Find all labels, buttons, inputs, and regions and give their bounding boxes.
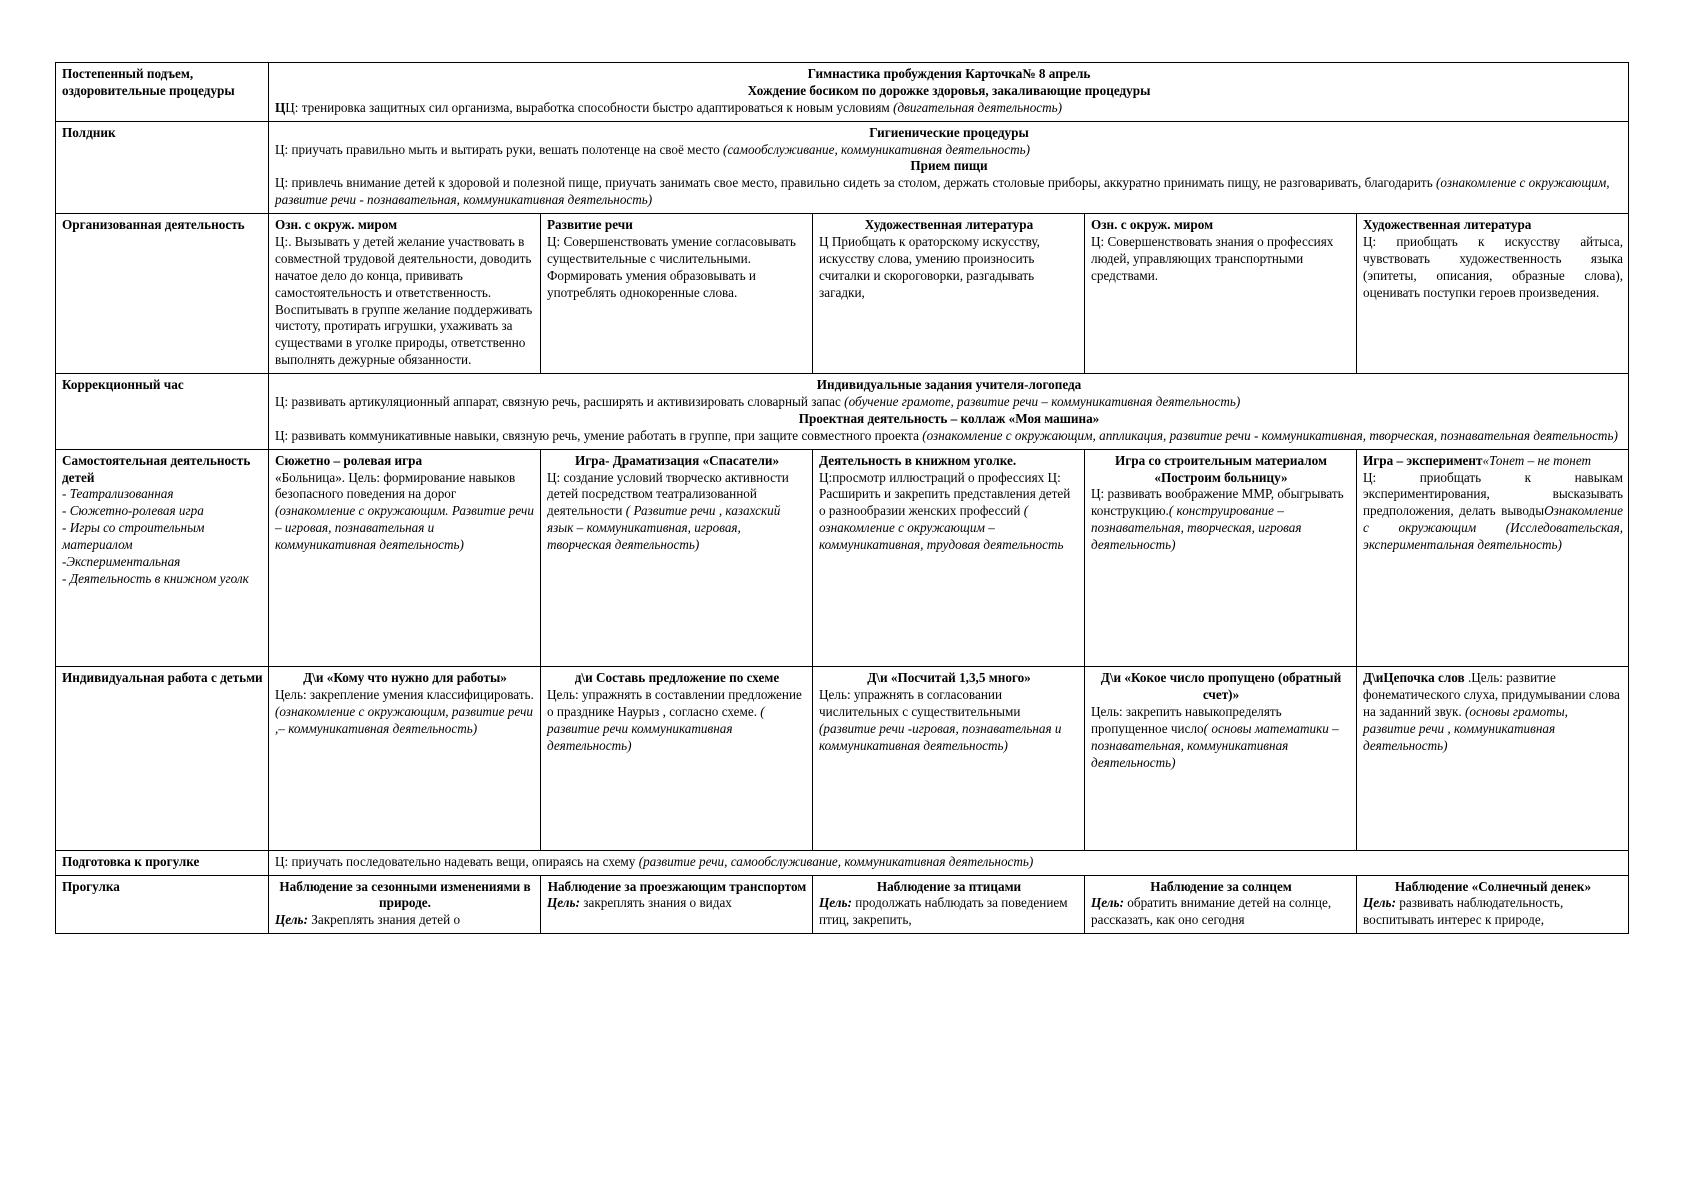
cell-body: Ц:. Вызывать у детей желание участвовать в совместной трудовой деятельности, доводить начатое дело до конца, прививать самостоятельность и ответственность. Воспитывать в группе желание поддерживать чистоту, протирать игрушки, ухаживать за существами в уголке природы, ответственно выполнять дежурные обязанности.: [275, 234, 533, 368]
walk-cell-3: [813, 875, 1085, 934]
walk-cell-4: [1085, 875, 1357, 934]
row-label-independent-activity: Самостоятельная деятельность детей - Театрализованная - Сюжетно-ролевая игра - Игры со строительным материалом -Экспериментальная - Деятельность в книжном уголк: [56, 449, 269, 666]
cell-body: Ц: Совершенствовать знания о профессиях людей, управляющих транспортными средствами.: [1091, 234, 1334, 283]
cell-body: Ц: развивать воображение ММР, обыгрывать конструкцию.( конструирование –познавательная, творческая, игровая деятельность): [1091, 486, 1344, 553]
cell-body: Цель: упражнять в согласовании числительных с существительными (развитие речи -игровая, познавательная и коммуникативная деятельность): [819, 686, 1062, 753]
cell-body: Цель: закрепление умения классифицировать. (ознакомление с окружающим, развитие речи ,– коммуникативная деятельность): [275, 686, 534, 736]
cell-body: Цель: развивать наблюдательность, воспитывать интерес к природе,: [1363, 895, 1564, 928]
independent-cell-3: [813, 449, 1085, 666]
cell-body: Цель: закреплять знания о видах: [547, 895, 732, 911]
daily-plan-table: [55, 62, 1629, 934]
logoped-goal: Ц: развивать артикуляционный аппарат, связную речь, расширять и активизировать словарный запас (обучение грамоте, развитие речи – коммуникативная деятельность): [275, 394, 1241, 410]
row-label-wakeup: Постепенный подъем, оздоровительные процедуры: [56, 63, 269, 122]
independent-cell-4: [1085, 449, 1357, 666]
table-row: [56, 875, 1629, 934]
independent-cell-5: [1357, 449, 1629, 666]
cell-body: Ц: приобщать к искусству айтыса, чувствовать художественность языка (эпитеты, описания, образные слова), оценивать поступки героев произведения.: [1363, 234, 1624, 300]
wakeup-heading-2: Хождение босиком по дорожке здоровья, закаливающие процедуры: [747, 82, 1151, 98]
project-heading: Проектная деятельность – коллаж «Моя машина»: [798, 410, 1100, 426]
cell-body: Цель: продолжать наблюдать за поведением птиц, закрепить,: [819, 895, 1068, 928]
cell-heading: д\и Составь предложение по схеме: [574, 670, 780, 686]
cell-heading: Деятельность в книжном уголке.: [819, 452, 1017, 468]
project-goal: Ц: развивать коммуникативные навыки, связную речь, умение работать в группе, при защите совместного проекта (ознакомление с окружающим, аппликация, развитие речи - коммуникативная, творческая, познавательная деятельность): [275, 427, 1618, 443]
cell-body: Цель: Закреплять знания детей о: [275, 912, 461, 928]
cell-heading: Наблюдение за солнцем: [1150, 878, 1292, 894]
cell-body: «Больница». Цель: формирование навыков безопасного поведения на дорог (ознакомление с окружающим. Развитие речи – игровая, познавательная и коммуникативная деятельность): [275, 469, 534, 553]
independent-cell-2: [541, 449, 813, 666]
cell-heading: Художественная литература: [864, 217, 1034, 233]
cell-heading: Игра – эксперимент«Тонет – не тонет: [1363, 452, 1592, 468]
meal-goal: Ц: привлечь внимание детей к здоровой и полезной пище, приучать занимать свое место, правильно сидеть за столом, держать столовые приборы, аккуратно принимать пищу, не разговаривать, благодарить (ознакомление с окружающим, развитие речи - познавательная, коммуникативная деятельность): [275, 175, 1610, 208]
cell-body: Ц: Совершенствовать умение согласовывать существительные с числительными. Формировать умения образовывать и употреблять однокоренные слова.: [547, 234, 796, 300]
cell-heading: Д\и «Кокое число пропущено (обратный счет)»: [1100, 670, 1342, 702]
cell-heading: Наблюдение «Солнечный денек»: [1394, 878, 1592, 894]
walk-cell-1: [269, 875, 541, 934]
organized-cell-3: [813, 214, 1085, 374]
table-row: [56, 449, 1629, 666]
cell-spacer: [275, 554, 535, 662]
cell-heading: Художественная литература: [1363, 217, 1532, 233]
cell-heading: Игра со строительным материалом «Построим больницу»: [1115, 452, 1327, 485]
individual-cell-4: [1085, 667, 1357, 851]
logoped-heading: Индивидуальные задания учителя-логопеда: [816, 377, 1082, 393]
walk-prep-goal: Ц: приучать последовательно надевать вещи, опираясь на схему (развитие речи, самообслуживание, коммуникативная деятельность): [275, 853, 1034, 869]
cell-body: Ц Приобщать к ораторскому искусству, искусству слова, умению произносить считалки и скороговорки, разгадывать загадки,: [819, 234, 1040, 300]
cell-spacer: [275, 738, 535, 846]
organized-cell-4: [1085, 214, 1357, 374]
organized-cell-1: [269, 214, 541, 374]
table-row: [56, 121, 1629, 213]
table-row: [56, 214, 1629, 374]
individual-cell-5: [1357, 667, 1629, 851]
row-content-correction-hour: [269, 374, 1629, 450]
organized-cell-5: [1357, 214, 1629, 374]
wakeup-goal: ЦЦ: тренировка защитных сил организма, выработка способности быстро адаптироваться к новым условиям (двигательная деятельность): [275, 99, 1063, 115]
cell-heading: Д\и «Посчитай 1,3,5 много»: [867, 670, 1031, 686]
cell-body: Цель: упражнять в составлении предложение о празднике Наурыз , согласно схеме. ( развитие речи коммуникативная деятельность): [547, 686, 802, 753]
cell-heading: Озн. с окруж. миром: [275, 217, 398, 233]
hygiene-goal: Ц: приучать правильно мыть и вытирать руки, вешать полотенце на своё место (самообслуживание, коммуникативная деятельность): [275, 141, 1030, 157]
label-sub-2: - Сюжетно-ролевая игра: [62, 503, 204, 519]
table-row: [56, 667, 1629, 851]
row-label-correction-hour: Коррекционный час: [56, 374, 269, 450]
cell-body: Ц: создание условий творческо активности детей посредством театрализованной деятельности ( Развитие речи , казахский язык – коммуникативная, игровая, творческая деятельность): [547, 469, 789, 553]
individual-cell-1: [269, 667, 541, 851]
row-label-walk-preparation: Подготовка к прогулке: [56, 850, 269, 875]
row-content-snack: [269, 121, 1629, 213]
table-row: [56, 63, 1629, 122]
individual-cell-3: [813, 667, 1085, 851]
cell-heading: Развитие речи: [547, 217, 633, 233]
cell-heading: Сюжетно – ролевая игра: [275, 452, 423, 468]
wakeup-heading-1: Гимнастика пробуждения Карточка№ 8 апрель: [807, 66, 1091, 81]
label-sub-4: -Экспериментальная: [62, 554, 181, 570]
cell-heading: Д\иЦепочка слов .Цель: развитие фонематического слуха, придумывании слова на заданний звук. (основы грамоты, развитие речи , коммуникативная деятельность): [1363, 670, 1620, 753]
label-sub-1: - Театрализованная: [62, 486, 174, 502]
row-content-walk-preparation: [269, 850, 1629, 875]
table-row: [56, 850, 1629, 875]
independent-cell-1: [269, 449, 541, 666]
goal-marker: Ц: [275, 99, 286, 115]
cell-heading: Наблюдение за сезонными изменениями в природе.: [279, 878, 531, 911]
organized-cell-2: [541, 214, 813, 374]
walk-cell-5: [1357, 875, 1629, 934]
cell-heading: Озн. с окруж. миром: [1091, 217, 1214, 233]
label-sub-3: - Игры со строительным материалом: [62, 520, 205, 553]
cell-body: Цель: закрепить навыкопределять пропущенное число( основы математики – познавательная, коммуникативная деятельность): [1091, 703, 1339, 770]
cell-heading: Наблюдение за птицами: [876, 878, 1022, 894]
row-label-snack: Полдник: [56, 121, 269, 213]
table-row: [56, 374, 1629, 450]
individual-cell-2: [541, 667, 813, 851]
cell-heading: Наблюдение за проезжающим транспортом: [547, 878, 807, 894]
cell-body: Ц: приобщать к навыкам экспериментирования, высказывать предположения, делать выводыОзнакомление с окружающим (Исследовательская, экспериментальная деятельность): [1363, 469, 1624, 553]
cell-heading: Д\и «Кому что нужно для работы»: [303, 670, 507, 686]
cell-heading: Игра- Драматизация «Спасатели»: [574, 452, 780, 468]
row-label-walk: Прогулка: [56, 875, 269, 934]
meal-heading: Прием пищи: [910, 158, 988, 174]
row-label-individual-work: Индивидуальная работа с детьми: [56, 667, 269, 851]
walk-cell-2: [541, 875, 813, 934]
label-sub-5: - Деятельность в книжном уголк: [62, 570, 249, 586]
hygiene-heading: Гигиенические процедуры: [869, 124, 1029, 140]
cell-body: Цель: обратить внимание детей на солнце, рассказать, как оно сегодня: [1091, 895, 1332, 928]
row-content-wakeup: [269, 63, 1629, 122]
row-label-organized-activity: Организованная деятельность: [56, 214, 269, 374]
cell-body: Ц:просмотр иллюстраций о профессиях Ц: Расширить и закрепить представления детей о разнообразии женских профессий ( ознакомление с окружающим – коммуникативная, трудовая деятельность: [819, 469, 1071, 553]
